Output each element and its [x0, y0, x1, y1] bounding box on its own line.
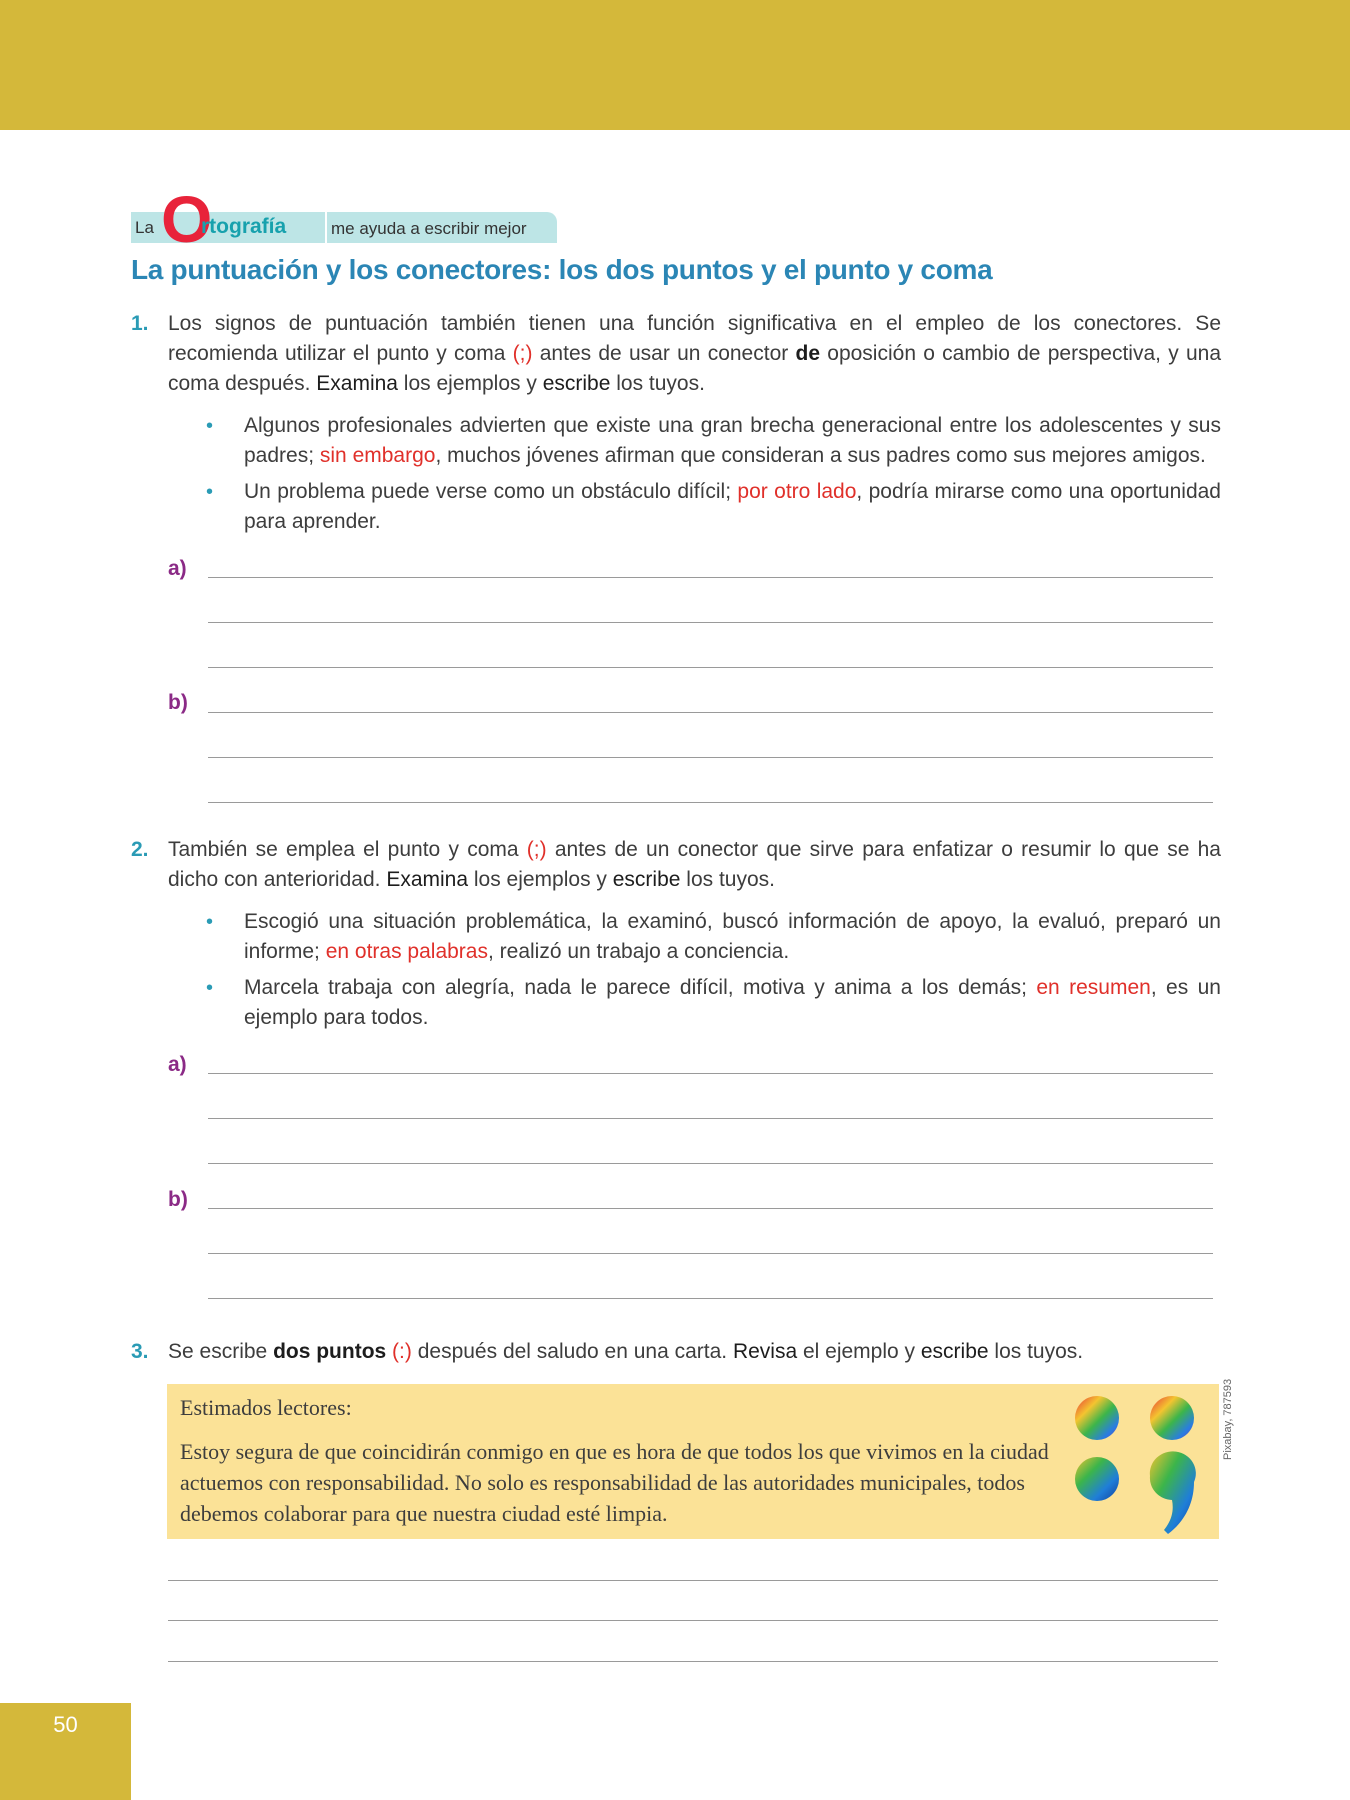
list-item: • Escogió una situación problemática, la examinó, buscó información de apoyo, la evaluó, preparó un informe; en otras palabras, realizó un trabajo a conciencia.: [244, 907, 1221, 967]
colon-top-dot: [1075, 1396, 1119, 1440]
page-title: La puntuación y los conectores: los dos puntos y el punto y coma: [131, 254, 993, 285]
answer-label-b: b): [168, 691, 188, 714]
top-color-band: [0, 0, 1350, 130]
image-credit: Pixabay, 787593: [1222, 1378, 1234, 1460]
question-2-text: También se emplea el punto y coma (;) antes de un conector que sirve para enfatizar o resumir lo que se ha dicho con anterioridad. Examina los ejemplos y escribe los tuyos. • Escogió una situación problemática, la examinó, buscó información de apoyo, la evaluó, preparó un informe; en otras palabras, realizó un trabajo a conciencia. • Marcela trabaja con alegría, nada le parece difícil, motiva y anima a los demás; en resumen, es un ejemplo para todos.: [168, 835, 1221, 1033]
colon-bottom-dot: [1075, 1457, 1119, 1501]
list-item: • Algunos profesionales advierten que existe una gran brecha generacional entre los adolescentes y sus padres; sin embargo, muchos jóvenes afirman que consideran a sus padres como sus mejores amigos.: [244, 411, 1221, 471]
question-1-examples: [168, 411, 1221, 537]
question-3-number: 3.: [131, 1340, 149, 1363]
answer-line[interactable]: [208, 1253, 1213, 1254]
question-1-text: Los signos de puntuación también tienen una función significativa en el empleo de los conectores. Se recomienda utilizar el punto y coma (;) antes de usar un conector de oposición o cambio de perspectiva, y una coma después. Examina los ejemplos y escribe los tuyos. • Algunos profesionales advierten que existe una gran brecha generacional entre los adolescentes y sus padres; sin embargo, muchos jóvenes afirman que consideran a sus padres como sus mejores amigos. • Un problema puede verse como un obstáculo difícil; por otro lado, podría mirarse como una oportunidad para aprender.: [168, 309, 1221, 537]
answer-label-a: a): [168, 1053, 187, 1076]
list-item: • Un problema puede verse como un obstáculo difícil; por otro lado, podría mirarse como una oportunidad para aprender.: [244, 477, 1221, 537]
section-tag-subtitle: me ayuda a escribir mejor: [331, 219, 527, 238]
answer-line[interactable]: [208, 802, 1213, 803]
question-1-number: 1.: [131, 312, 149, 335]
section-tag-ortografia: rtografía: [201, 215, 287, 238]
section-tag: [131, 182, 557, 256]
question-2-examples: [168, 907, 1221, 1033]
section-tag-divider: [325, 212, 327, 243]
answer-line[interactable]: [208, 1163, 1213, 1164]
question-2-number: 2.: [131, 838, 149, 861]
semicolon-comma: [1150, 1451, 1196, 1534]
answer-line[interactable]: [168, 1580, 1218, 1581]
answer-line[interactable]: [208, 712, 1213, 713]
answer-line[interactable]: [208, 577, 1213, 578]
question-3-text: Se escribe dos puntos (:) después del saludo en una carta. Revisa el ejemplo y escribe los tuyos.: [168, 1340, 1084, 1363]
answer-line[interactable]: [208, 757, 1213, 758]
answer-line[interactable]: [208, 667, 1213, 668]
letter-body: Estoy segura de que coincidirán conmigo en que es hora de que todos los que vivimos en la ciudad actuemos con responsabilidad. No solo es responsabilidad de las autoridades municipales, todos debemos colaborar para que nuestra ciudad esté limpia.: [180, 1439, 1049, 1526]
question-1: [131, 309, 1221, 543]
colon-semicolon-illustration: [1072, 1394, 1212, 1534]
answer-line[interactable]: [168, 1620, 1218, 1621]
section-tag-la: La: [135, 218, 154, 237]
list-item: • Marcela trabaja con alegría, nada le parece difícil, motiva y anima a los demás; en resumen, es un ejemplo para todos.: [244, 973, 1221, 1033]
answer-line[interactable]: [208, 1073, 1213, 1074]
section-tag-big-o: O: [161, 182, 213, 256]
question-2: [131, 835, 1221, 1039]
answer-line[interactable]: [208, 1298, 1213, 1299]
page-number: 50: [53, 1712, 78, 1737]
answer-label-b: b): [168, 1188, 188, 1211]
answer-line[interactable]: [208, 1118, 1213, 1119]
letter-greeting: Estimados lectores:: [180, 1395, 352, 1420]
semicolon-dot: [1150, 1396, 1194, 1440]
answer-line[interactable]: [208, 622, 1213, 623]
answer-line[interactable]: [208, 1208, 1213, 1209]
answer-label-a: a): [168, 557, 187, 580]
letter-example: [167, 1384, 1219, 1539]
answer-line[interactable]: [168, 1661, 1218, 1662]
question-3: [131, 1337, 1221, 1367]
